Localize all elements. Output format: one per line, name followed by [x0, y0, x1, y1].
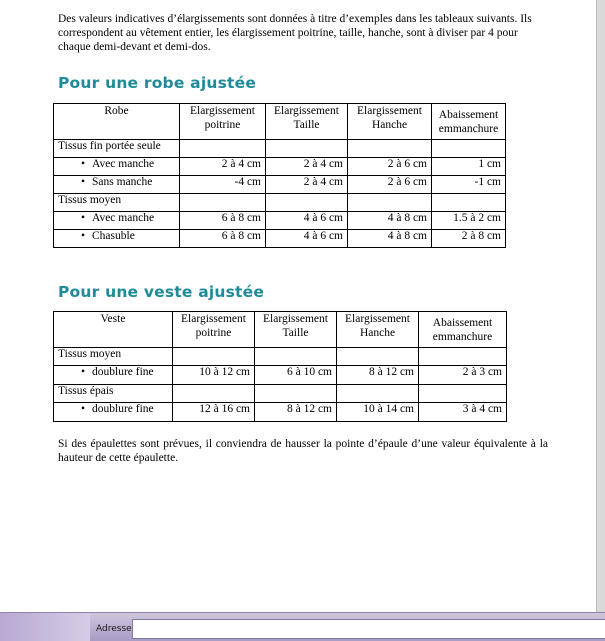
table-cell: 4 à 6 cm [266, 230, 348, 248]
column-header: Elargissement Hanche [337, 312, 419, 348]
row-label: Chasuble [92, 230, 135, 242]
group-label: Tissus moyen [54, 348, 173, 366]
address-bar-left-panel [0, 613, 90, 641]
column-header: Elargissement poitrine [180, 104, 266, 140]
table-cell: 2 à 3 cm [419, 366, 507, 385]
address-bar [0, 612, 605, 641]
bullet-icon: • [80, 403, 86, 415]
row-label: Avec manche [92, 212, 155, 224]
table-row [54, 403, 507, 422]
column-header: Abaissement emmanchure [419, 312, 507, 348]
table-group-row [54, 194, 506, 212]
table-header-row [54, 312, 507, 348]
table-cell: 2 à 4 cm [266, 176, 348, 194]
column-header: Elargissement Taille [255, 312, 337, 348]
table-row [54, 212, 506, 230]
table-cell: 6 à 8 cm [180, 212, 266, 230]
bullet-icon: • [80, 212, 86, 224]
veste-heading: Pour une veste ajustée [58, 283, 265, 301]
row-label: Sans manche [92, 176, 153, 188]
column-header: Elargissement Hanche [348, 104, 432, 140]
table-cell: 4 à 6 cm [266, 212, 348, 230]
table-cell: 3 à 4 cm [419, 403, 507, 422]
table-cell: 2 à 6 cm [348, 176, 432, 194]
veste-table [53, 311, 507, 422]
row-label: doublure fine [92, 403, 154, 415]
table-cell: 8 à 12 cm [337, 366, 419, 385]
table-cell: 2 à 8 cm [432, 230, 506, 248]
column-header: Elargissement poitrine [173, 312, 255, 348]
table-row [54, 366, 507, 385]
table-group-row [54, 140, 506, 158]
column-header: Elargissement Taille [266, 104, 348, 140]
table-cell: 1 cm [432, 158, 506, 176]
address-label: Adresse [96, 624, 132, 634]
table-cell: 6 à 8 cm [180, 230, 266, 248]
closing-paragraph: Si des épaulettes sont prévues, il conviendra de hausser la pointe d’épaule d’une valeur équivalente à la hauteur de cette épaulette. [58, 438, 548, 464]
table-cell: 2 à 4 cm [266, 158, 348, 176]
column-header: Abaissement emmanchure [432, 104, 506, 140]
table-header-row [54, 104, 506, 140]
table-cell: 1.5 à 2 cm [432, 212, 506, 230]
row-label: doublure fine [92, 366, 154, 378]
group-label: Tissus épais [54, 385, 173, 403]
group-label: Tissus moyen [54, 194, 180, 212]
robe-table [53, 103, 506, 248]
table-row [54, 176, 506, 194]
table-group-row [54, 348, 507, 366]
bullet-icon: • [80, 366, 86, 378]
bullet-icon: • [80, 176, 86, 188]
row-label: Avec manche [92, 158, 155, 170]
intro-paragraph: Des valeurs indicatives d’élargissements sont données à titre d’exemples dans les tableaux suivants. Ils correspondent au vêtement entier, les élargissement poitrine, taille, hanche, sont à diviser par 4 pour chaque demi-devant et demi-dos. [58, 13, 532, 53]
column-header: Veste [54, 312, 173, 348]
table-cell: 10 à 14 cm [337, 403, 419, 422]
table-cell: 2 à 4 cm [180, 158, 266, 176]
table-cell: 6 à 10 cm [255, 366, 337, 385]
table-cell: 8 à 12 cm [255, 403, 337, 422]
column-header: Robe [54, 104, 180, 140]
robe-heading: Pour une robe ajustée [58, 74, 257, 92]
group-label: Tissus fin portée seule [54, 140, 180, 158]
table-row [54, 158, 506, 176]
table-cell: 4 à 8 cm [348, 212, 432, 230]
table-cell: 10 à 12 cm [173, 366, 255, 385]
table-row [54, 230, 506, 248]
bullet-icon: • [80, 230, 86, 242]
table-cell: 12 à 16 cm [173, 403, 255, 422]
address-input[interactable] [132, 619, 605, 639]
page-edge [596, 0, 605, 612]
table-cell: -4 cm [180, 176, 266, 194]
table-group-row [54, 385, 507, 403]
table-cell: 2 à 6 cm [348, 158, 432, 176]
bullet-icon: • [80, 158, 86, 170]
table-cell: -1 cm [432, 176, 506, 194]
table-cell: 4 à 8 cm [348, 230, 432, 248]
